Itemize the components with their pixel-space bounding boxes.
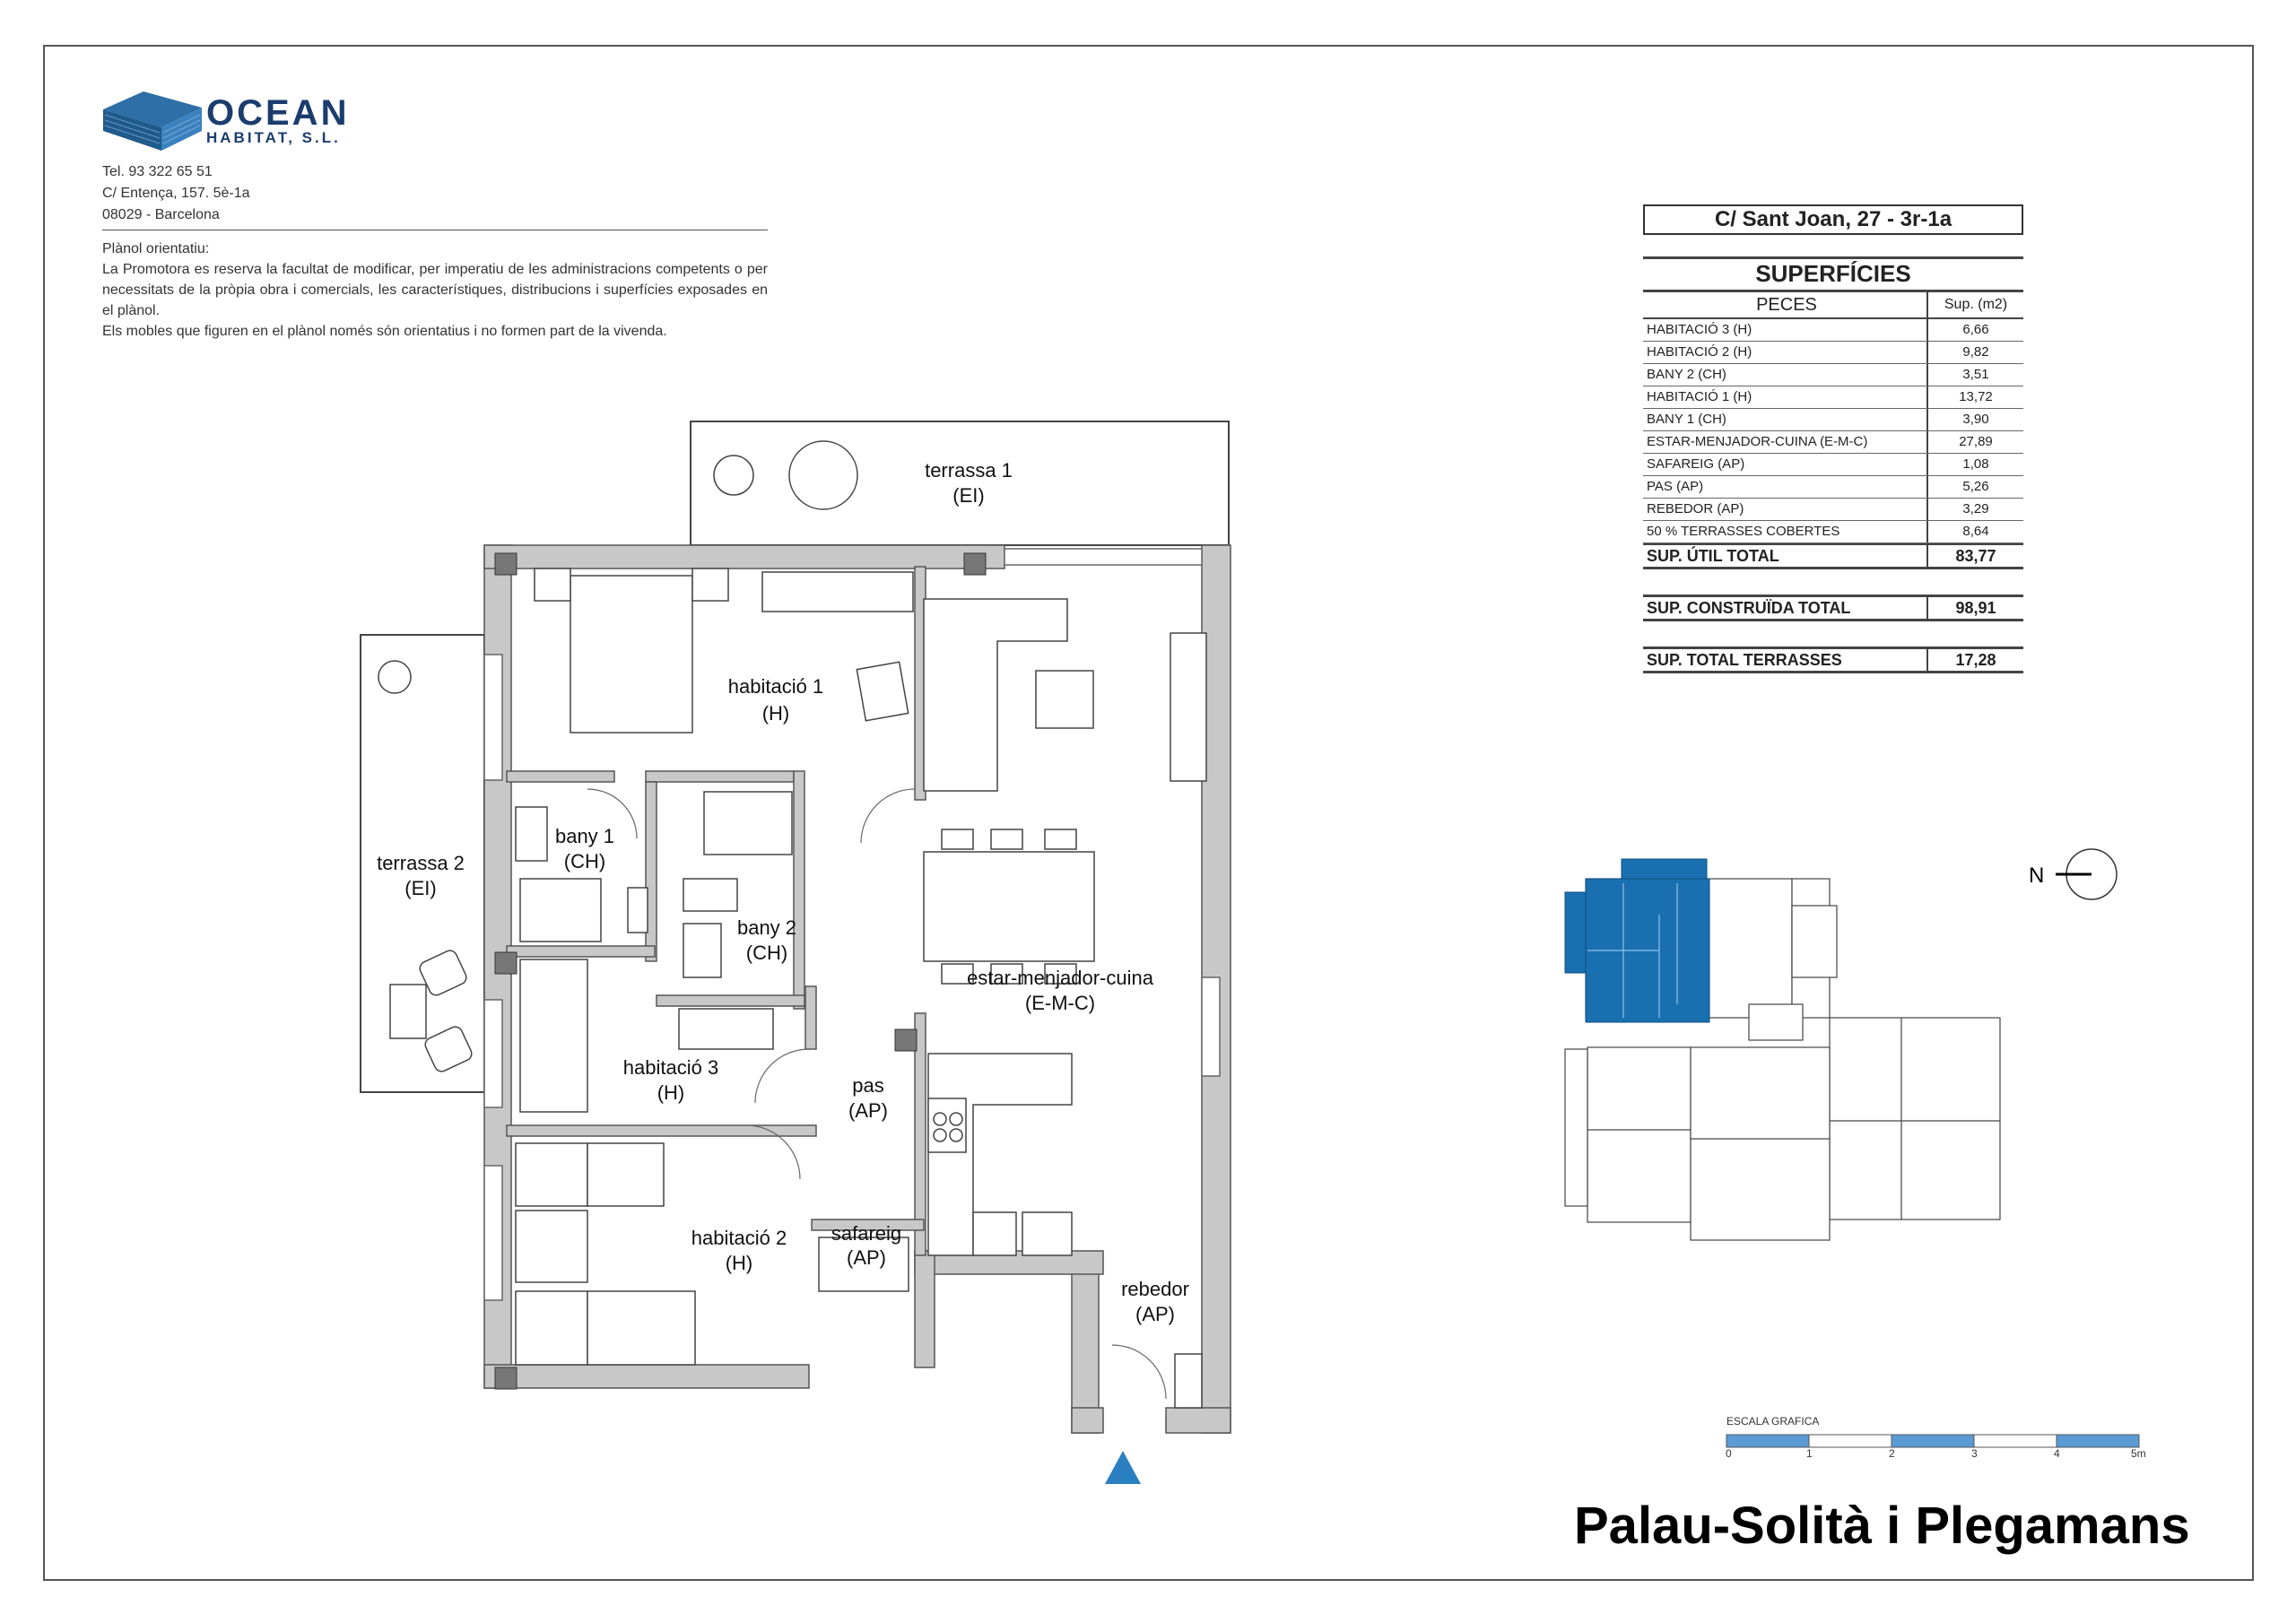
surface-area: 9,82 (1962, 344, 1989, 360)
label-hab1: habitació 1 (727, 675, 824, 698)
label-safareig-code: (AP) (847, 1246, 886, 1269)
disclaimer-furniture: Els mobles que figuren en el plànol només són orientatius i no formen part de la vivenda. (102, 324, 667, 339)
company-street: C/ Entença, 157. 5è-1a (102, 186, 250, 201)
surface-area: 3,51 (1962, 367, 1989, 382)
label-terrassa1-code: (EI) (952, 484, 985, 507)
scale-label: 0 (1726, 1447, 1732, 1460)
surface-area: 1,08 (1962, 456, 1989, 472)
label-pas: pas (852, 1074, 884, 1097)
label-terrassa2: terrassa 2 (377, 852, 465, 874)
scale-title: ESCALA GRAFICA (1726, 1415, 1820, 1428)
label-bany2: bany 2 (736, 916, 797, 939)
company-city: 08029 - Barcelona (102, 207, 220, 222)
label-bany1: bany 1 (554, 825, 615, 847)
surface-room: BANY 2 (CH) (1643, 364, 1928, 386)
surface-room: SAFAREIG (AP) (1643, 454, 1928, 475)
label-hab1-code: (H) (761, 702, 790, 725)
company-name-small: HABITAT, S.L. (206, 129, 341, 146)
surface-room: HABITACIÓ 3 (H) (1643, 319, 1928, 341)
label-emc: estar-menjador-cuina (967, 967, 1153, 989)
disclaimer-heading: Plànol orientatiu: (102, 241, 210, 256)
total-terraces-label: SUP. TOTAL TERRASSES (1643, 649, 1928, 671)
label-hab3: habitació 3 (622, 1056, 719, 1079)
scale-label: 2 (1889, 1447, 1895, 1460)
terrace-1-outline (691, 421, 1229, 545)
total-terraces-value: 17,28 (1955, 651, 1996, 669)
total-util-label: SUP. ÚTIL TOTAL (1643, 545, 1928, 567)
scale-bar (1726, 1435, 2139, 1447)
total-built-value: 98,91 (1955, 599, 1996, 617)
col-area-header: Sup. (m2) (1944, 297, 2008, 312)
label-hab2: habitació 2 (691, 1227, 787, 1249)
apartment-address: C/ Sant Joan, 27 - 3r-1a (1643, 204, 2023, 235)
scale-label: 4 (2054, 1447, 2060, 1460)
scale-label: 3 (1971, 1447, 1978, 1460)
surface-area: 27,89 (1959, 434, 1993, 449)
surface-room: REBEDOR (AP) (1643, 499, 1928, 520)
scale-label: 5m (2131, 1447, 2146, 1460)
disclaimer-body: La Promotora es reserva la facultat de modificar, per imperatiu de les administracions competents o per necessitats de la pròpia obra i comercials, les característiques, distribucions i superfícies exposades en el plànol. (102, 262, 768, 318)
scale-label: 1 (1806, 1447, 1813, 1460)
surface-area: 6,66 (1962, 322, 1989, 337)
city-name: Palau-Solità i Plegamans (1574, 1497, 2190, 1555)
label-terrassa2-code: (EI) (404, 877, 437, 899)
label-pas-code: (AP) (848, 1099, 888, 1122)
surfaces-title: SUPERFÍCIES (1643, 256, 2023, 292)
surface-area: 8,64 (1962, 524, 1989, 539)
label-terrassa1: terrassa 1 (925, 459, 1013, 482)
label-hab2-code: (H) (725, 1252, 753, 1274)
entry-arrow-icon (1105, 1451, 1141, 1484)
total-util-value: 83,77 (1955, 547, 1996, 565)
surface-room: HABITACIÓ 2 (H) (1643, 342, 1928, 363)
label-rebedor-code: (AP) (1135, 1303, 1175, 1325)
label-rebedor: rebedor (1121, 1278, 1189, 1300)
surface-room: 50 % TERRASSES COBERTES (1643, 521, 1928, 542)
label-bany2-code: (CH) (745, 942, 788, 964)
label-emc-code: (E-M-C) (1024, 992, 1096, 1014)
label-bany1-code: (CH) (563, 850, 606, 872)
surface-room: ESTAR-MENJADOR-CUINA (E-M-C) (1643, 431, 1928, 453)
surface-area: 5,26 (1962, 479, 1989, 494)
label-hab3-code: (H) (657, 1081, 685, 1104)
col-room-header: PECES (1643, 292, 1928, 317)
compass-label: N (2029, 864, 2045, 888)
company-name-big: OCEAN (206, 93, 350, 133)
highlighted-unit (1565, 859, 1709, 1022)
surface-area: 3,29 (1962, 501, 1989, 516)
surface-room: PAS (AP) (1643, 476, 1928, 498)
label-safareig: safareig (831, 1222, 902, 1245)
surface-room: BANY 1 (CH) (1643, 409, 1928, 430)
surface-room: HABITACIÓ 1 (H) (1643, 386, 1928, 408)
company-phone: Tel. 93 322 65 51 (102, 164, 213, 179)
surface-area: 13,72 (1959, 389, 1993, 404)
total-built-label: SUP. CONSTRUÏDA TOTAL (1643, 597, 1928, 619)
surface-area: 3,90 (1962, 412, 1989, 427)
